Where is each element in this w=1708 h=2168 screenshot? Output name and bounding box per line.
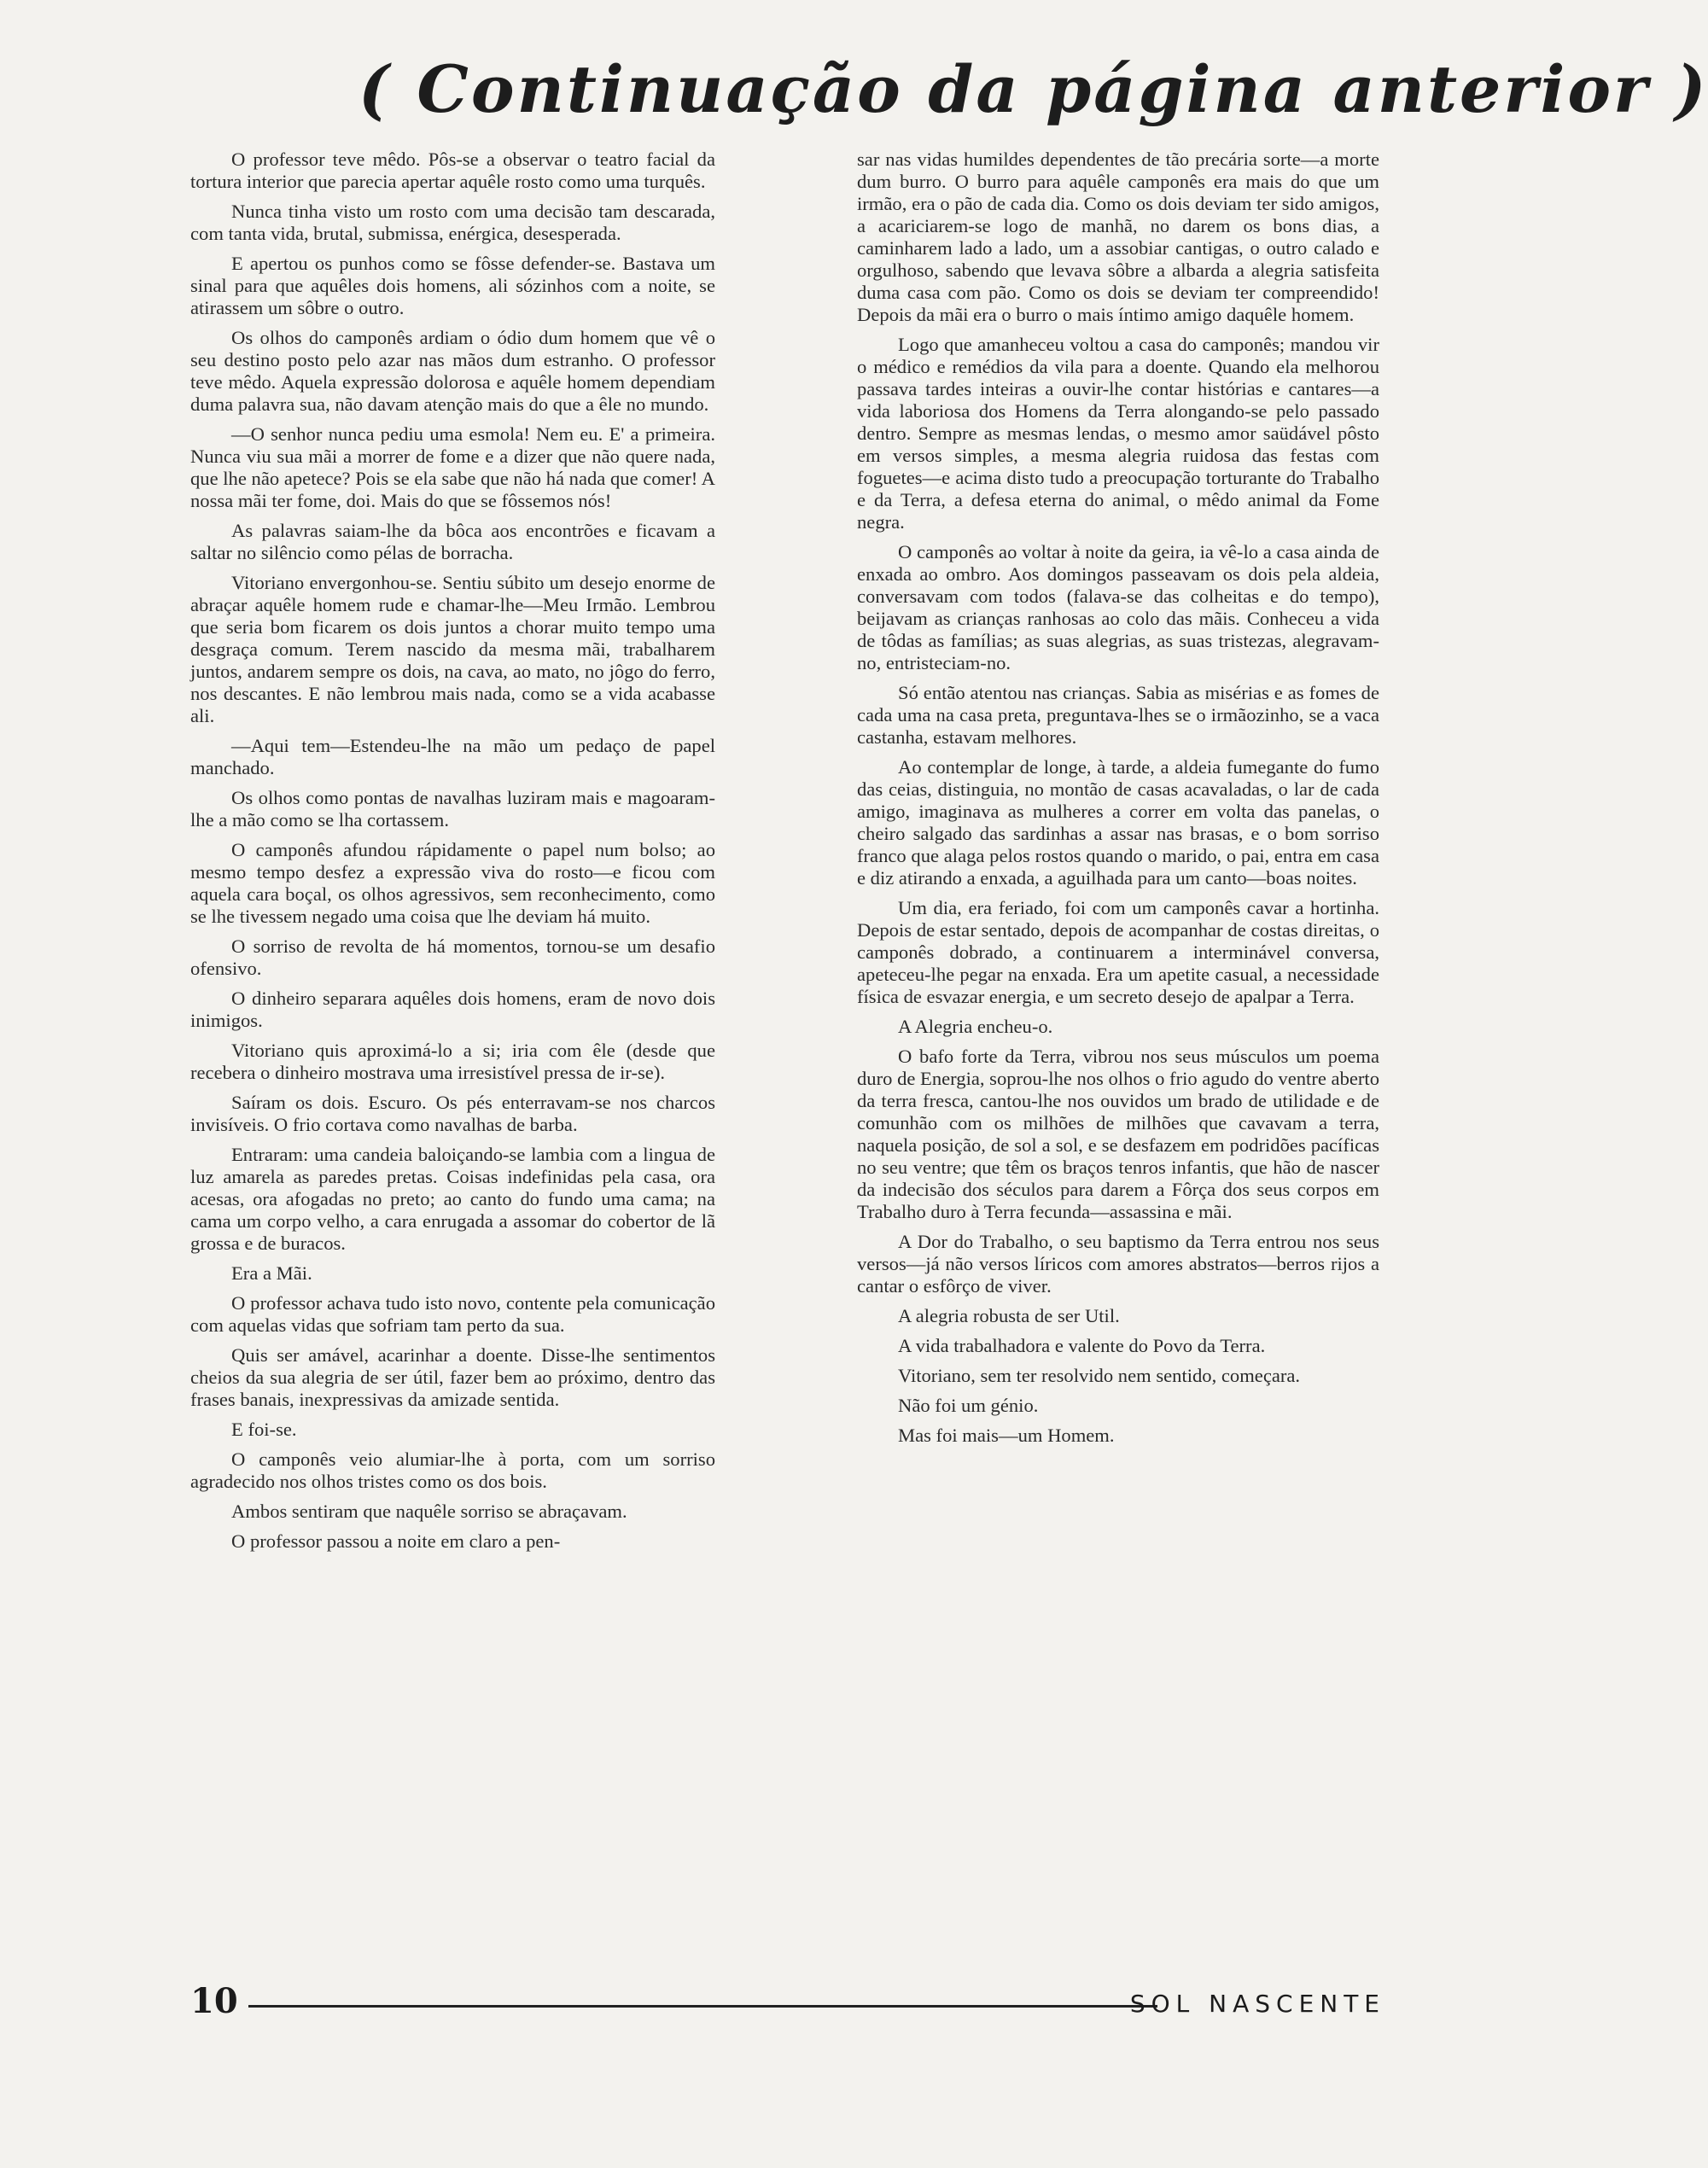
paragraph: O professor teve mêdo. Pôs-se a observar o teatro facial da tortura interior que parecia apertar aquêle rosto como uma turquês. <box>190 149 715 192</box>
footer-divider <box>248 2005 1157 2008</box>
paragraph: E apertou os punhos como se fôsse defender-se. Bastava um sinal para que aquêles dois homens, ali sózinhos com a noite, se atirassem um sôbre o outro. <box>190 253 715 318</box>
paragraph: Vitoriano quis aproximá-lo a si; iria com êle (desde que recebera o dinheiro mostrava uma irresistível pressa de ir-se). <box>190 1040 715 1083</box>
paragraph: O professor passou a noite em claro a pen- <box>231 1530 561 1552</box>
paragraph: A Alegria encheu-o. <box>898 1016 1053 1037</box>
paragraph: Um dia, era feriado, foi com um camponês cavar a hortinha. Depois de estar sentado, depois de acompanhar de costas direitas, o camponês dobrado, a continuarem a interminável conversa, apeteceu-lhe pegar na enxada. Era um apetite casual, a necessidade física de esvazar energia, e um secreto desejo de apalpar a Terra. <box>857 897 1379 1007</box>
journal-name: SOL NASCENTE <box>1129 1990 1385 2018</box>
continued-paragraph: sar nas vidas humildes dependentes de tão precária sorte—a morte dum burro. O burro para aquêle camponês era mais do que um irmão, era o pão de cada dia. Como os dois deviam ter sido amigos, a acariciarem-se logo de manhã, no darem os bons dias, a caminharem lado a lado, um a assobiar cantigas, o outro calado e orgulhoso, sabendo que levava sôbre a albarda a alegria satisfeita duma casa com pão. Como os dois se deviam ter compreendido! Depois da mãi era o burro o mais íntimo amigo daquêle homem. <box>857 149 1379 325</box>
paragraph: O camponês veio alumiar-lhe à porta, com um sorriso agradecido nos olhos tristes como os dos bois. <box>190 1448 715 1492</box>
paragraph: Só então atentou nas crianças. Sabia as misérias e as fomes de cada uma na casa preta, preguntava-lhes se o irmãozinho, se a vaca castanha, estavam melhores. <box>857 682 1379 748</box>
paragraph: —Aqui tem—Estendeu-lhe na mão um pedaço de papel manchado. <box>190 735 715 778</box>
paragraph: O bafo forte da Terra, vibrou nos seus músculos um poema duro de Energia, soprou-lhe nos olhos o frio agudo do ventre aberto da terra fresca, cantou-lhe nos ouvidos um brado de utilidade e de comunhão com os milhões de milhões que cavavam a terra, naquela posição, de sol a sol, e se desfazem em podridões pacíficas no seu ventre; que têm os braços tenros infantis, que hão de nascer da indecisão dos séculos para darem a Fôrça dos seus corpos em Trabalho duro à Terra fecunda—assassina e mãi. <box>857 1046 1379 1222</box>
paragraph: A alegria robusta de ser Util. <box>898 1305 1120 1326</box>
paragraph: O sorriso de revolta de há momentos, tornou-se um desafio ofensivo. <box>190 935 715 979</box>
page-footer <box>190 1981 1385 2021</box>
page-heading: ( Continuação da página anterior ) <box>359 51 1708 127</box>
paragraph: Saíram os dois. Escuro. Os pés enterravam-se nos charcos invisíveis. O frio cortava como navalhas de barba. <box>190 1092 715 1135</box>
paragraph: Ao contemplar de longe, à tarde, a aldeia fumegante do fumo das ceias, distinguia, no montão de casas acavaladas, o lar de cada amigo, imaginava as mulheres a correr em volta das panelas, o cheiro salgado das sardinhas a assar nas brasas, e o bom sorriso franco que alaga pelos rostos quando o marido, o pai, entra em casa e diz atirando a enxada, a aguilhada para um canto—boas noites. <box>857 756 1379 889</box>
paragraph: Vitoriano, sem ter resolvido nem sentido, começara. <box>898 1365 1301 1386</box>
paragraph: O professor achava tudo isto novo, contente pela comunicação com aquelas vidas que sofriam tam perto da sua. <box>190 1292 715 1336</box>
paragraph: Os olhos como pontas de navalhas luziram mais e magoaram-lhe a mão como se lha cortassem. <box>190 787 715 830</box>
paragraph: Não foi um génio. <box>898 1395 1039 1416</box>
paragraph: O dinheiro separara aquêles dois homens, eram de novo dois inimigos. <box>190 988 715 1031</box>
paragraph: Os olhos do camponês ardiam o ódio dum homem que vê o seu destino posto pelo azar nas mãos dum estranho. O professor teve mêdo. Aquela expressão dolorosa e aquêle homem dependiam duma palavra sua, não davam atenção mais do que a êle no mundo. <box>190 327 715 415</box>
paragraph: Entraram: uma candeia baloiçando-se lambia com a lingua de luz amarela as paredes pretas. Coisas indefinidas pela casa, ora acesas, ora afogadas no preto; ao canto do fundo uma cama; na cama um corpo velho, a cara enrugada a assomar do cobertor de lã grossa e de buracos. <box>190 1144 715 1254</box>
paragraph: Logo que amanheceu voltou a casa do camponês; mandou vir o médico e remédios da vila para a doente. Quando ela melhorou passava tardes inteiras a ouvir-lhe contar histórias e cantares—a vida laboriosa dos Homens da Terra alongando-se pelo passado dentro. Sempre as mesmas lendas, o mesmo amor saüdável pôsto em versos simples, a mesma alegria ruidosa das festas com foguetes—e acima disto tudo a preocupação torturante do Trabalho e da Terra, a defesa eterna do animal, o mêdo animal da Fome negra. <box>857 334 1379 533</box>
paragraph: O camponês afundou rápidamente o papel num bolso; ao mesmo tempo desfez a expressão viva do rosto—e ficou com aquela cara boçal, os olhos agressivos, sem reconhecimento, como se lhe tivessem negado uma coisa que lhe deviam há muito. <box>190 839 715 927</box>
paragraph: Vitoriano envergonhou-se. Sentiu súbito um desejo enorme de abraçar aquêle homem rude e chamar-lhe—Meu Irmão. Lembrou que seria bom ficarem os dois juntos a chorar muito tempo uma desgraça comum. Terem nascido da mesma mãi, trabalharem juntos, andarem sempre os dois, na cava, ao mato, no jôgo do ferro, nos descantes. E não lembrou mais nada, como se a vida acabasse ali. <box>190 572 715 726</box>
paragraph: —O senhor nunca pediu uma esmola! Nem eu. E' a primeira. Nunca viu sua mãi a morrer de fome e a dizer que não quere nada, que lhe não apetece? Pois se ela sabe que não há nada que comer! A nossa mãi ter fome, doi. Mais do que se fôssemos nós! <box>190 423 715 511</box>
paragraph: O camponês ao voltar à noite da geira, ia vê-lo a casa ainda de enxada ao ombro. Aos domingos passeavam os dois pela aldeia, conversavam com todos (falava-se das colheitas e do tempo), beijavam as crianças ranhosas ao colo das mãis. Conheceu a vida de tôdas as famílias; as suas alegrias, as suas tristezas, alegravam-no, entristeciam-no. <box>857 541 1379 673</box>
paragraph: Mas foi mais—um Homem. <box>898 1425 1115 1446</box>
paragraph: As palavras saiam-lhe da bôca aos encontrões e ficavam a saltar no silêncio como pélas de borracha. <box>190 520 715 563</box>
right-text-column <box>857 149 1379 1454</box>
page-number: 10 <box>190 1981 238 2021</box>
paragraph: Quis ser amável, acarinhar a doente. Disse-lhe sentimentos cheios da sua alegria de ser útil, fazer bem ao próximo, dentro das frases banais, inexpressivas da amizade sentida. <box>190 1344 715 1410</box>
paragraph: Nunca tinha visto um rosto com uma decisão tam descarada, com tanta vida, brutal, submissa, enérgica, desesperada. <box>190 201 715 244</box>
paragraph: A Dor do Trabalho, o seu baptismo da Terra entrou nos seus versos—já não versos líricos com amores abstratos—berros rijos a cantar o esfôrço de viver. <box>857 1231 1379 1297</box>
paragraph: E foi-se. <box>231 1419 297 1440</box>
left-text-column <box>190 149 715 1560</box>
paragraph: Era a Mãi. <box>231 1262 312 1284</box>
paragraph: A vida trabalhadora e valente do Povo da Terra. <box>898 1335 1266 1356</box>
paragraph: Ambos sentiram que naquêle sorriso se abraçavam. <box>231 1501 627 1522</box>
